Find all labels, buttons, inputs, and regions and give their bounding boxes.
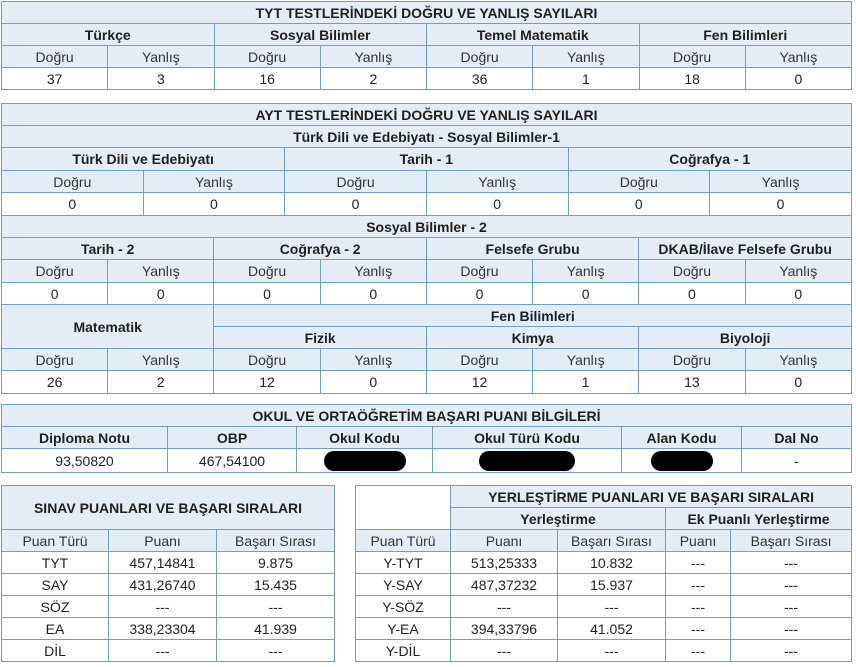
dal-no-header: Dal No [742,427,852,449]
ek-sira-cell: --- [731,596,852,618]
dogru-header: Doğru [214,260,320,283]
puan-turu-cell: Y-SÖZ [356,596,451,618]
ek-puan-cell: --- [666,640,731,662]
ek-sira-cell: --- [731,552,852,574]
tyt-subject: Türkçe [2,24,215,46]
ayt-subject: Coğrafya - 2 [214,238,426,260]
puan-turu-cell: SÖZ [2,596,109,618]
alan-kodu-value [622,449,742,473]
ayt-matematik-label: Matematik [2,305,214,349]
puan-turu-cell: EA [2,618,109,640]
yerlestirme-blank-cell [356,486,451,530]
sira-cell: 41.939 [217,618,335,640]
yanlis-value: 0 [108,283,214,305]
redaction-mark [651,451,713,471]
yerlestirme-table [355,485,852,662]
ayt-subject: DKAB/İlave Felsefe Grubu [639,238,852,260]
sira-cell: 41.052 [558,618,666,640]
yanlis-header: Yanlış [745,46,851,68]
basari-sirasi-header: Başarı Sırası [217,530,335,552]
dogru-header: Doğru [426,260,532,283]
puan-cell: --- [451,640,558,662]
puan-turu-cell: Y-EA [356,618,451,640]
dogru-header: Doğru [639,349,745,371]
sira-cell: 9.875 [217,552,335,574]
dogru-value: 0 [2,283,108,305]
puani-header: Puanı [109,530,217,552]
puan-turu-cell: Y-SAY [356,574,451,596]
ayt-subject: Fizik [214,327,426,349]
sinav-table [1,485,335,662]
sira-cell: --- [217,640,335,662]
dogru-value: 0 [426,283,532,305]
yanlis-value: 2 [320,68,426,90]
dogru-value: 12 [214,371,320,394]
sira-cell: 10.832 [558,552,666,574]
yanlis-header: Yanlış [745,260,852,283]
redaction-mark [324,451,406,471]
tyt-table [1,1,852,90]
dogru-header: Doğru [639,46,745,68]
yanlis-value: 0 [710,193,852,216]
yanlis-header: Yanlış [108,46,214,68]
yanlis-value: 0 [426,193,568,216]
basari-sirasi-header: Başarı Sırası [731,530,852,552]
yanlis-header: Yanlış [745,349,852,371]
ayt-subject: Tarih - 2 [2,238,214,260]
dogru-header: Doğru [426,349,532,371]
yerlestirme-title: YERLEŞTİRME PUANLARI VE BAŞARI SIRALARI [451,486,852,508]
ayt-subject: Biyoloji [639,327,852,349]
yanlis-value: 0 [320,283,426,305]
dogru-header: Doğru [2,171,144,193]
yanlis-header: Yanlış [426,171,568,193]
yanlis-header: Yanlış [320,349,426,371]
ek-sira-cell: --- [731,640,852,662]
ayt-subject: Türk Dili ve Edebiyatı [2,148,285,171]
dogru-header: Doğru [214,349,320,371]
dogru-header: Doğru [2,46,108,68]
ayt-fen-title: Fen Bilimleri [214,305,852,327]
dogru-value: 0 [568,193,710,216]
ek-puanli-group-label: Ek Puanlı Yerleştirme [666,508,852,530]
puan-cell: 513,25333 [451,552,558,574]
ek-puan-cell: --- [666,552,731,574]
puani-header: Puanı [666,530,731,552]
dogru-header: Doğru [214,46,320,68]
puan-cell: 394,33796 [451,618,558,640]
yanlis-header: Yanlış [533,260,639,283]
puan-turu-cell: DİL [2,640,109,662]
puan-cell: --- [451,596,558,618]
sira-cell: --- [217,596,335,618]
dogru-header: Doğru [639,260,745,283]
yanlis-value: 0 [533,283,639,305]
ayt-title: AYT TESTLERİNDEKİ DOĞRU VE YANLIŞ SAYILARI [2,104,852,126]
sinav-title: SINAV PUANLARI VE BAŞARI SIRALARI [2,486,335,530]
dogru-header: Doğru [427,46,533,68]
sira-cell: 15.435 [217,574,335,596]
yanlis-value: 0 [745,371,852,394]
dogru-value: 0 [639,283,745,305]
puan-turu-cell: TYT [2,552,109,574]
dogru-value: 37 [2,68,108,90]
puani-header: Puanı [451,530,558,552]
dogru-value: 0 [214,283,320,305]
yanlis-value: 0 [745,283,852,305]
puan-cell: 338,23304 [109,618,217,640]
puan-turu-cell: Y-TYT [356,552,451,574]
okul-turu-kodu-header: Okul Türü Kodu [433,427,622,449]
dogru-value: 13 [639,371,745,394]
yanlis-header: Yanlış [108,349,214,371]
diploma-notu-header: Diploma Notu [2,427,168,449]
puan-turu-cell: Y-DİL [356,640,451,662]
ek-sira-cell: --- [731,618,852,640]
yanlis-header: Yanlış [320,46,426,68]
tyt-subject: Temel Matematik [427,24,640,46]
yanlis-value: 0 [745,68,851,90]
tyt-subject: Fen Bilimleri [639,24,852,46]
okul-table [1,404,852,473]
ayt-subject: Kimya [426,327,638,349]
basari-sirasi-header: Başarı Sırası [558,530,666,552]
yanlis-header: Yanlış [533,349,639,371]
ek-puan-cell: --- [666,618,731,640]
dogru-value: 18 [639,68,745,90]
dogru-header: Doğru [285,171,427,193]
puan-turu-header: Puan Türü [2,530,109,552]
redaction-mark [479,451,575,471]
puan-cell: 457,14841 [109,552,217,574]
dal-no-value: - [742,449,852,473]
yanlis-value: 0 [143,193,285,216]
okul-kodu-value [297,449,433,473]
ayt-subject: Coğrafya - 1 [568,148,852,171]
tyt-subject: Sosyal Bilimler [214,24,427,46]
dogru-value: 12 [426,371,532,394]
ek-puan-cell: --- [666,574,731,596]
alan-kodu-header: Alan Kodu [622,427,742,449]
ek-sira-cell: --- [731,574,852,596]
yerlestirme-group-label: Yerleştirme [451,508,666,530]
sira-cell: 15.937 [558,574,666,596]
obp-value: 467,54100 [168,449,297,473]
puan-cell: 487,37232 [451,574,558,596]
dogru-header: Doğru [568,171,710,193]
diploma-notu-value: 93,50820 [2,449,168,473]
puan-cell: 431,26740 [109,574,217,596]
okul-title: OKUL VE ORTAÖĞRETİM BAŞARI PUANI BİLGİLERİ [2,405,852,427]
yanlis-value: 1 [533,371,639,394]
okul-kodu-header: Okul Kodu [297,427,433,449]
sira-cell: --- [558,640,666,662]
yanlis-header: Yanlış [710,171,852,193]
ayt-subject: Tarih - 1 [285,148,568,171]
dogru-header: Doğru [2,349,108,371]
dogru-header: Doğru [2,260,108,283]
ayt-group1-title: Türk Dili ve Edebiyatı - Sosyal Bilimler-1 [2,126,852,148]
okul-turu-kodu-value [433,449,622,473]
dogru-value: 36 [427,68,533,90]
ayt-table [1,103,852,394]
ek-puan-cell: --- [666,596,731,618]
puan-turu-cell: SAY [2,574,109,596]
yanlis-value: 1 [533,68,639,90]
yanlis-value: 0 [320,371,426,394]
puan-turu-header: Puan Türü [356,530,451,552]
dogru-value: 26 [2,371,108,394]
ayt-subject: Felsefe Grubu [426,238,638,260]
yanlis-header: Yanlış [108,260,214,283]
sira-cell: --- [558,596,666,618]
yanlis-header: Yanlış [533,46,639,68]
puan-cell: --- [109,640,217,662]
puan-cell: --- [109,596,217,618]
yanlis-value: 2 [108,371,214,394]
tyt-title: TYT TESTLERİNDEKİ DOĞRU VE YANLIŞ SAYILARI [2,2,852,24]
yanlis-value: 3 [108,68,214,90]
dogru-value: 16 [214,68,320,90]
yanlis-header: Yanlış [143,171,285,193]
dogru-value: 0 [2,193,144,216]
ayt-group2-title: Sosyal Bilimler - 2 [2,216,852,238]
dogru-value: 0 [285,193,427,216]
yanlis-header: Yanlış [320,260,426,283]
obp-header: OBP [168,427,297,449]
